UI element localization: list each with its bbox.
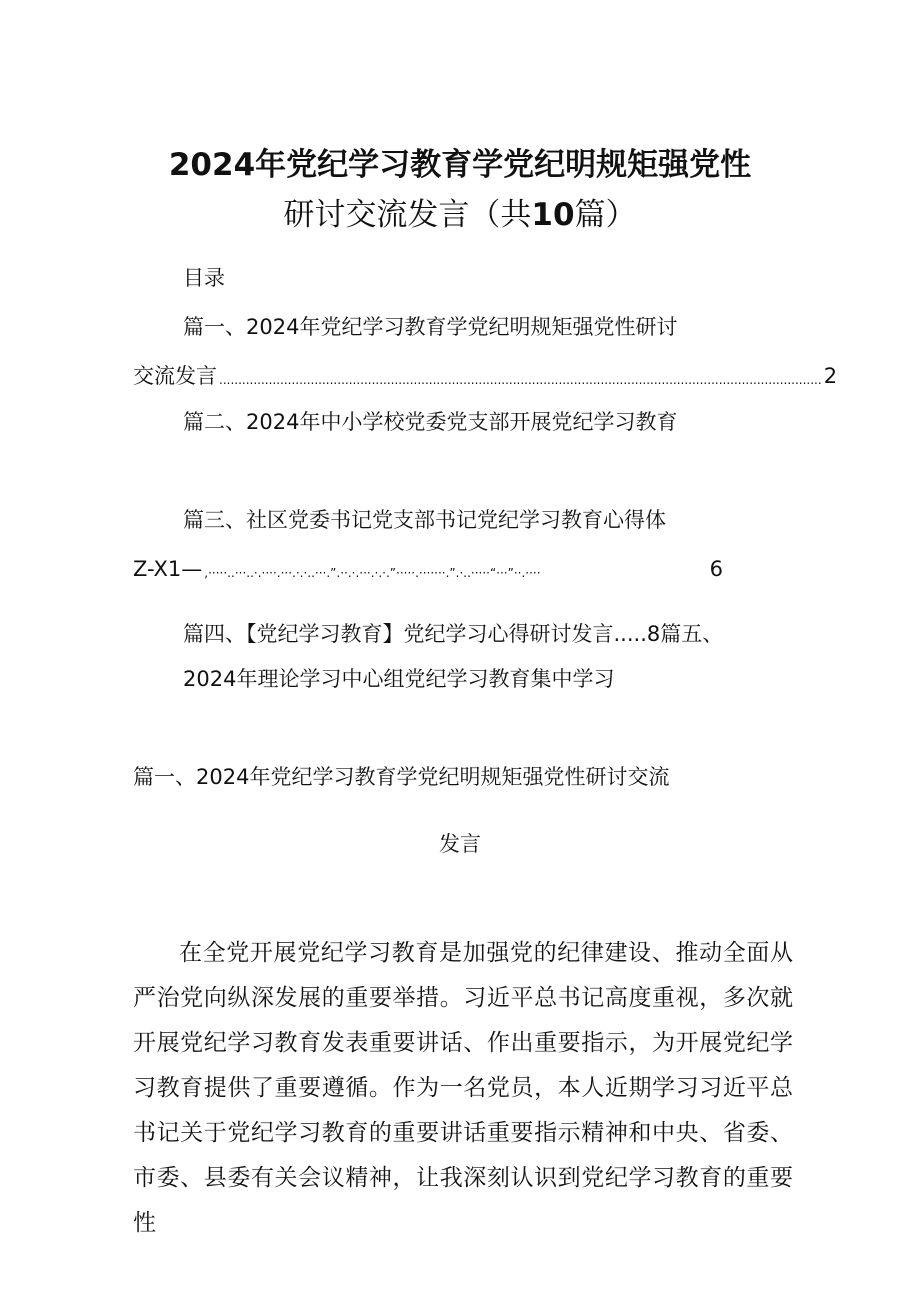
toc-item-1-line2[interactable] <box>133 362 838 394</box>
toc-item-5[interactable]: 2024年理论学习中心组党纪学习教育集中学习 <box>183 667 615 691</box>
body-paragraph: 在全党开展党纪学习教育是加强党的纪律建设、推动全面从严治党向纵深发展的重要举措。习近平总书记高度重视，多次就开展党纪学习教育发表重要讲话、作出重要指示，为开展党纪学习教育提供了重要遵循。作为一名党员，本人近期学习习近平总书记关于党纪学习教育的重要讲话重要指示精神和中央、省委、市委、县委有关会议精神，让我深刻认识到党纪学习教育的重要性 <box>133 940 793 1236</box>
toc-item-3-line2[interactable] <box>133 555 723 587</box>
toc-item-3-text: Z-X1— <box>133 557 203 581</box>
document-title-line1: 2024年党纪学习教育学党纪明规矩强党性 <box>168 147 752 183</box>
document-title-line2 <box>0 189 920 234</box>
toc-item-1-line1[interactable]: 篇一、2024年党纪学习教育学党纪明规矩强党性研讨 <box>183 315 678 339</box>
toc-item-3-line1[interactable]: 篇三、社区党委书记党支部书记党纪学习教育心得体 <box>183 508 666 532</box>
section-title-line1: 篇一、2024年党纪学习教育学党纪明规矩强党性研讨交流 <box>133 765 670 789</box>
toc-leader-dots: ,·····..···..·.····.···.·.·..···.”.··.·.···.·.·.”·····.·······.”.·..·····“···”··.···· <box>204 566 541 580</box>
toc-item-1-page: 2 <box>823 364 838 388</box>
toc-leader-dots: .............................................................................................................................................................. <box>219 373 822 387</box>
toc-item-1-text: 交流发言 <box>133 364 217 388</box>
toc-item-2[interactable]: 篇二、2024年中小学校党委党支部开展党纪学习教育 <box>183 410 678 434</box>
title-line2-suffix: 篇） <box>574 197 637 233</box>
section-title-line2: 发言 <box>439 832 481 856</box>
toc-item-3-page: 6 <box>709 557 723 581</box>
toc-item-4[interactable]: 篇四、【党纪学习教育】党纪学习心得研讨发言.....8篇五、 <box>183 622 724 646</box>
title-line2-count: 10 <box>531 197 575 233</box>
title-line2-prefix: 研讨交流发言（共 <box>283 197 532 233</box>
toc-label: 目录 <box>183 266 225 290</box>
